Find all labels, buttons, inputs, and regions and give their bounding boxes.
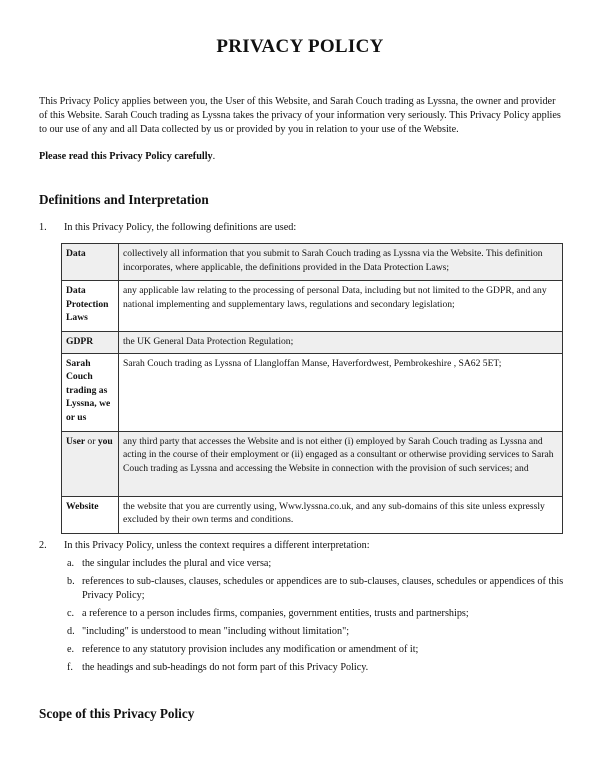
definition-term: [62, 431, 119, 496]
list-letter: b.: [67, 576, 75, 587]
list-item: [66, 607, 566, 621]
list-text: a reference to a person includes firms, companies, government entities, trusts and partnerships;: [82, 608, 469, 619]
table-row: [62, 496, 563, 533]
definition-text: the UK General Data Protection Regulation;: [119, 332, 563, 354]
table-row: [62, 332, 563, 354]
please-read-text: Please read this Privacy Policy carefully: [39, 151, 213, 162]
clause-number: 1.: [39, 222, 47, 233]
term-suffix: we or us: [66, 398, 111, 423]
term-text: Data: [66, 248, 86, 259]
please-read-period: .: [212, 151, 216, 162]
list-item: [66, 575, 566, 603]
clause-text: In this Privacy Policy, unless the context requires a different interpretation:: [64, 540, 370, 551]
list-text: the headings and sub-headings do not form part of this Privacy Policy.: [82, 662, 369, 673]
term-text: GDPR: [66, 336, 94, 347]
definition-term: [62, 332, 119, 354]
page-title: PRIVACY POLICY: [216, 36, 384, 57]
table-row: [62, 244, 563, 281]
clause-number: 2.: [39, 540, 47, 551]
list-text: reference to any statutory provision includes any modification or amendment of it;: [82, 644, 419, 655]
list-item: [66, 643, 566, 657]
definition-term: [62, 496, 119, 533]
list-letter: a.: [67, 558, 75, 569]
definitions-table: [61, 243, 563, 534]
definitions-heading: Definitions and Interpretation: [39, 192, 209, 207]
definition-text: any third party that accesses the Website and is not either (i) employed by Sarah Couch trading as Lyssna and acting in the course of their employment or (ii) engaged as a consultant or otherwise providing services to Sarah Couch trading as Lyssna and accessing the Website in connection with the provision of such services; and: [119, 431, 563, 496]
term-text: Website: [66, 500, 99, 512]
list-item: [66, 661, 566, 675]
intro-paragraph: This Privacy Policy applies between you, the User of this Website, and Sarah Couch trading as Lyssna, the owner and provider of this Website. Sarah Couch trading as Lyssna takes the privacy of your information very seriously. This Privacy Policy applies to our use of any and all Data collected by us or provided by you in relation to your use of the Website.: [39, 96, 561, 135]
list-text: the singular includes the plural and vice versa;: [82, 558, 272, 569]
definition-text: Sarah Couch trading as Lyssna of Llangloffan Manse, Haverfordwest, Pembrokeshire , SA62 5ET;: [119, 353, 563, 431]
term-text: Data Protection Laws: [66, 285, 109, 324]
term-text: User: [66, 435, 86, 447]
definition-text: the website that you are currently using, Www.lyssna.co.uk, and any sub-domains of this site unless expressly excluded by their own terms and conditions.: [119, 496, 563, 533]
table-row: [62, 353, 563, 431]
list-letter: d.: [67, 626, 75, 637]
definition-text: any applicable law relating to the processing of personal Data, including but not limited to the GDPR, and any national implementing and supplementary laws, regulations and secondary legislation;: [119, 281, 563, 332]
list-letter: e.: [67, 644, 75, 655]
definition-term: [62, 244, 119, 281]
definition-term: [62, 281, 119, 332]
definition-term: [62, 353, 119, 431]
list-text: "including" is understood to mean "including without limitation";: [82, 626, 350, 637]
list-letter: f.: [67, 662, 73, 673]
scope-heading: Scope of this Privacy Policy: [39, 706, 195, 721]
list-item: [66, 625, 566, 639]
term-suffix: you: [97, 435, 113, 447]
list-letter: c.: [67, 608, 75, 619]
clause-text: In this Privacy Policy, the following definitions are used:: [64, 222, 297, 233]
term-text: Sarah Couch trading as Lyssna,: [66, 357, 108, 410]
term-connector: or: [87, 435, 96, 447]
list-text: references to sub-clauses, clauses, schedules or appendices are to sub-clauses, clauses, schedules or appendices of this Privacy Policy;: [82, 576, 564, 601]
list-item: [66, 557, 566, 571]
please-read-notice: [39, 151, 215, 162]
interpretation-list: [66, 557, 566, 679]
table-row: [62, 281, 563, 332]
definition-text: collectively all information that you submit to Sarah Couch trading as Lyssna via the Website. This definition incorporates, where applicable, the definitions provided in the Data Protection Laws;: [119, 244, 563, 281]
table-row: [62, 431, 563, 496]
